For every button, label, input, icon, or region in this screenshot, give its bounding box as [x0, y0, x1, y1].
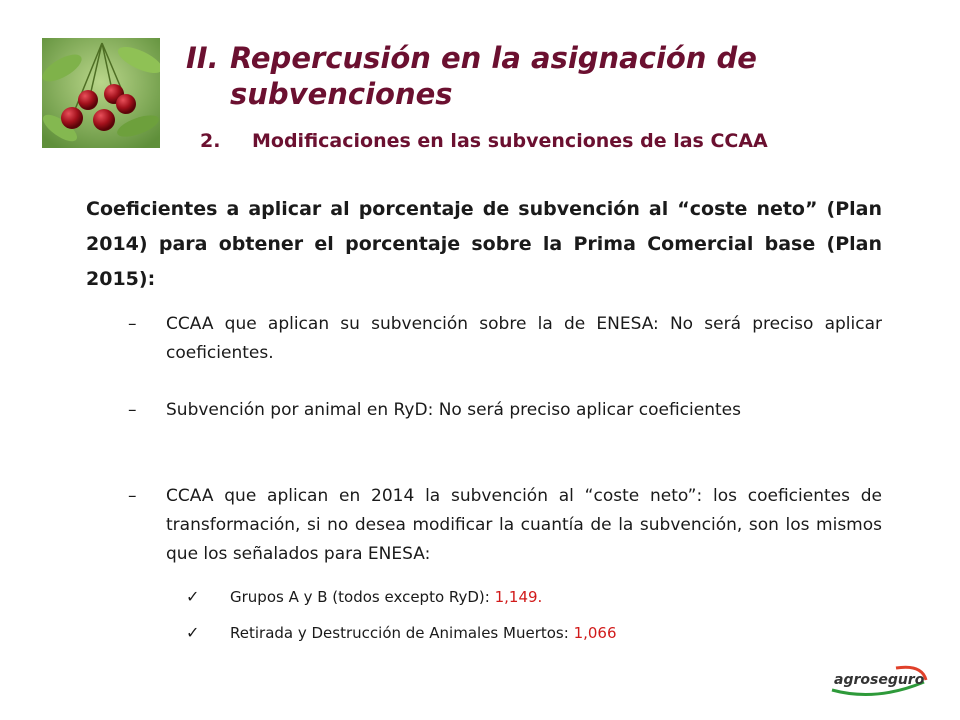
- check-value: 1,149.: [494, 588, 543, 606]
- cherries-photo: [42, 38, 160, 148]
- subtitle-text: Modificaciones en las subvenciones de las CCAA: [252, 130, 768, 152]
- agroseguro-logo: [826, 660, 930, 700]
- dash-bullet: –: [128, 314, 137, 334]
- item-text: CCAA que aplican en 2014 la subvención al “coste neto”: los coeficientes de transformación, si no desea modificar la cuantía de la subvención, son los mismos que los señalados para ENESA:: [166, 486, 882, 564]
- subtitle-number: 2.: [200, 130, 221, 152]
- lead-paragraph: Coeficientes a aplicar al porcentaje de subvención al “coste neto” (Plan 2014) para obtener el porcentaje sobre la Prima Comercial base (Plan 2015):: [86, 198, 882, 290]
- check-label: Retirada y Destrucción de Animales Muertos:: [230, 624, 574, 642]
- page-subtitle: [200, 128, 920, 154]
- item-text: CCAA que aplican su subvención sobre la de ENESA: No será preciso aplicar coeficientes.: [166, 314, 882, 363]
- checkmark-icon: ✓: [186, 587, 200, 606]
- title-number: II.: [186, 41, 219, 75]
- list-item: [126, 482, 882, 569]
- logo-text: agroseguro: [834, 672, 925, 688]
- page-title: [186, 40, 926, 112]
- check-item: [186, 586, 886, 608]
- list-item: [126, 396, 882, 425]
- checkmark-icon: ✓: [186, 623, 200, 642]
- title-line1: Repercusión en la asignación de: [230, 41, 757, 75]
- list-item: [126, 310, 882, 368]
- item-text: Subvención por animal en RyD: No será preciso aplicar coeficientes: [166, 400, 741, 420]
- check-label: Grupos A y B (todos excepto RyD):: [230, 588, 495, 606]
- check-value: 1,066: [573, 624, 617, 642]
- check-list: [186, 586, 886, 658]
- dash-bullet: –: [128, 486, 137, 506]
- title-line2: subvenciones: [230, 77, 453, 111]
- dash-bullet: –: [128, 400, 137, 420]
- check-item: [186, 622, 886, 644]
